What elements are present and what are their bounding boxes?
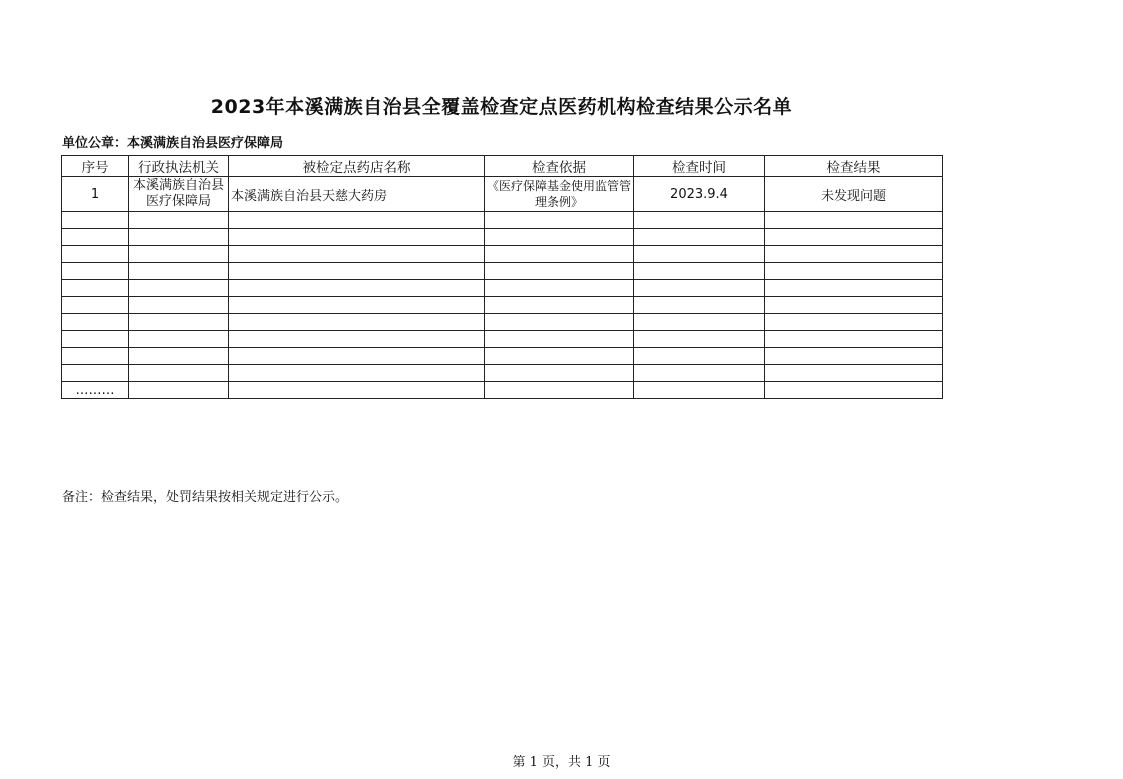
header-agency: 行政执法机关 — [129, 156, 229, 177]
table-row-empty — [62, 297, 943, 314]
header-basis: 检查依据 — [485, 156, 634, 177]
unit-seal-line: 单位公章：本溪满族自治县医疗保障局 — [62, 136, 284, 151]
table-row-empty — [62, 212, 943, 229]
table-row-empty — [62, 348, 943, 365]
table-row-empty — [62, 246, 943, 263]
cell-agency: 本溪满族自治县医疗保障局 — [129, 177, 229, 212]
cell-date: 2023.9.4 — [634, 177, 765, 212]
page-title: 2023年本溪满族自治县全覆盖检查定点医药机构检查结果公示名单 — [210, 96, 793, 118]
page-footer: 第 1 页，共 1 页 — [512, 755, 611, 770]
header-pharmacy: 被检定点药店名称 — [229, 156, 485, 177]
table-row — [62, 177, 943, 212]
results-table — [61, 155, 943, 399]
cell-basis: 《医疗保障基金使用监管管理条例》 — [485, 177, 634, 212]
table-row-empty — [62, 331, 943, 348]
header-result: 检查结果 — [765, 156, 943, 177]
table-row-empty — [62, 314, 943, 331]
header-date: 检查时间 — [634, 156, 765, 177]
table-row-empty — [62, 280, 943, 297]
remarks-note: 备注：检查结果，处罚结果按相关规定进行公示。 — [62, 490, 349, 505]
table-row-empty — [62, 263, 943, 280]
header-no: 序号 — [62, 156, 129, 177]
cell-no: 1 — [62, 177, 129, 212]
table-header-row — [62, 156, 943, 177]
table-row-empty — [62, 229, 943, 246]
ellipsis-marker: ……… — [62, 382, 129, 399]
cell-result: 未发现问题 — [765, 177, 943, 212]
table-row-ellipsis — [62, 382, 943, 399]
table-row-empty — [62, 365, 943, 382]
cell-pharmacy: 本溪满族自治县天慈大药房 — [229, 177, 485, 212]
